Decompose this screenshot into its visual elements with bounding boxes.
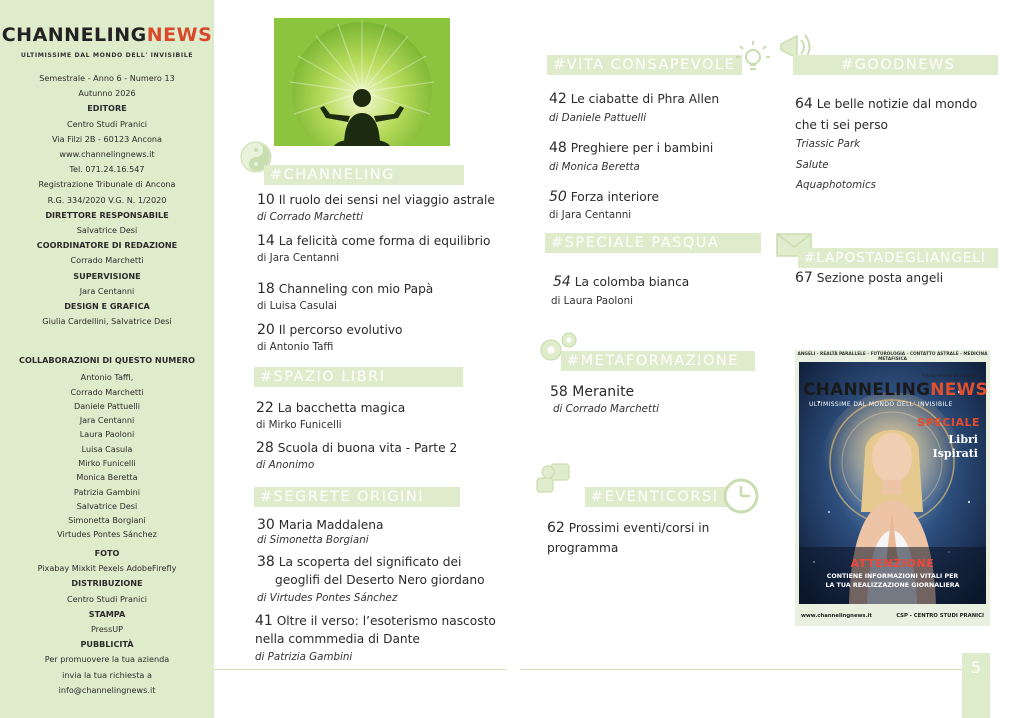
- masthead-line: Via Filzi 2B - 60123 Ancona: [51, 133, 163, 144]
- cover-footer: [795, 608, 990, 624]
- article-author: di Daniele Pattuelli: [549, 112, 647, 124]
- masthead-line: R.G. 334/2020 V.G. N. 1/2020: [47, 194, 167, 205]
- page-number: 10: [257, 192, 275, 208]
- page-number: 20: [257, 322, 275, 338]
- page-number: 58: [550, 384, 568, 400]
- collaborator-name: Patrizia Gambini: [73, 486, 141, 497]
- bottom-rule: [214, 669, 506, 670]
- collaborator-name: Mirko Funicelli: [78, 457, 136, 468]
- toc-entry[interactable]: [257, 517, 383, 548]
- article-title: Maria Maddalena: [278, 518, 384, 532]
- page-number: 64: [795, 96, 813, 112]
- article-title: Channeling con mio Papà: [278, 282, 434, 296]
- page-number-tab: 5: [962, 653, 990, 718]
- article-author: di Corrado Marchetti: [257, 211, 363, 223]
- hero-meditation-image: [274, 18, 450, 146]
- cover-special-label: SPECIALE: [917, 416, 980, 429]
- page-number: 22: [256, 400, 274, 416]
- section-banner-spazio-libri: #SPAZIO LIBRI: [254, 367, 463, 387]
- goodnews-subtopic[interactable]: Triassic Park: [796, 138, 861, 150]
- page-number: 62: [547, 520, 565, 536]
- cover-footer-publisher: CSP - CENTRO STUDI PRANICI: [896, 613, 984, 619]
- article-title: La scoperta del significato dei: [278, 555, 462, 569]
- toc-entry[interactable]: [553, 274, 689, 309]
- masthead-link[interactable]: www.channelingnews.it: [59, 149, 155, 160]
- collaborator-name: Simonetta Borgiani: [68, 515, 146, 526]
- article-title-continued: che ti sei perso: [795, 118, 888, 132]
- cover-headline: Libri Ispirati: [932, 433, 978, 460]
- toc-entry[interactable]: [795, 94, 977, 136]
- section-banner-vita-consapevole: #VITA CONSAPEVOLE: [547, 55, 742, 75]
- collaborator-name: Jara Centanni: [79, 415, 135, 426]
- article-author: di Mirko Funicelli: [256, 419, 342, 431]
- page-number: 30: [257, 517, 275, 533]
- section-banner-channeling: #CHANNELING: [264, 165, 464, 185]
- article-author: di Jara Centanni: [549, 209, 632, 221]
- article-title: Sezione posta angeli: [816, 271, 944, 285]
- article-author: di Simonetta Borgiani: [257, 534, 369, 546]
- section-banner-eventicorsi: #EVENTICORSI: [585, 487, 731, 507]
- credits-line: Pixabay Mixkit Pexels AdobeFirefly: [37, 563, 177, 574]
- masthead-line: Salvatrice Desi: [76, 225, 138, 236]
- article-title: La felicità come forma di equilibrio: [278, 234, 491, 248]
- article-title-continued: geoglifi del Deserto Nero giordano: [275, 573, 485, 587]
- page-number: 48: [549, 140, 567, 156]
- collaborator-name: Virtudes Pontes Sánchez: [57, 529, 157, 540]
- cover-issue-label: Rivista semestrale numero 13: [921, 373, 982, 378]
- page-number: 18: [257, 281, 275, 297]
- credits-line: Per promuovere la tua azienda: [44, 654, 170, 665]
- article-title: Forza interiore: [570, 190, 659, 204]
- article-title: Le belle notizie dal mondo: [816, 97, 978, 111]
- toc-entry[interactable]: [550, 384, 659, 417]
- section-banner-speciale-pasqua: #SPECIALE PASQUA: [545, 233, 761, 253]
- collaborator-name: Monica Beretta: [76, 472, 138, 483]
- credits-heading: DISTRIBUZIONE: [71, 578, 143, 589]
- page-number: 41: [255, 613, 273, 629]
- masthead-heading: COORDINATORE DI REDAZIONE: [36, 240, 178, 251]
- collaborator-name: Luisa Casula: [81, 443, 133, 454]
- cover-top-line: ANGELI - REALTÀ PARALLELE - FUTUROLOGIA - CONTATTO ASTRALE - MEDICINA METAFISICA: [797, 352, 988, 362]
- section-banner-segrete-origini: #SEGRETE ORIGINI: [254, 487, 460, 507]
- toc-entry[interactable]: [549, 91, 719, 126]
- masthead-line: Registrazione Tribunale di Ancona: [38, 179, 176, 190]
- toc-entry[interactable]: [549, 189, 659, 223]
- masthead-line: Semestrale - Anno 6 - Numero 13: [39, 73, 175, 83]
- bottom-rule: [520, 669, 962, 670]
- section-banner-lapostadegliangeli: #LAPOSTADEGLIANGELI: [798, 248, 998, 268]
- collaborator-name: Daniele Pattuelli: [73, 400, 141, 411]
- article-title: Oltre il verso: l’esoterismo nascosto: [276, 614, 496, 628]
- collaborators-heading: COLLABORAZIONI DI QUESTO NUMERO: [19, 355, 195, 365]
- article-author: di Laura Paoloni: [551, 295, 633, 307]
- article-title: La bacchetta magica: [277, 401, 406, 415]
- toc-entry[interactable]: [257, 233, 490, 266]
- credits-block: [0, 546, 214, 698]
- cover-attention: ATTENZIONE: [850, 557, 935, 570]
- masthead-line: Autunno 2026: [78, 88, 136, 99]
- article-author: di Luisa Casulai: [257, 300, 337, 312]
- article-author: di Antonio Taffi: [257, 341, 334, 353]
- article-title-continued: programma: [547, 541, 619, 555]
- masthead-heading: DESIGN E GRAFICA: [64, 301, 150, 312]
- page-number: 54: [553, 274, 571, 290]
- article-title: Le ciabatte di Phra Allen: [570, 92, 720, 106]
- collaborator-name: Salvatrice Desi: [76, 500, 138, 511]
- masthead-line: Centro Studi Pranici: [66, 118, 148, 129]
- masthead-info: [0, 71, 214, 329]
- article-author: di Jara Centanni: [257, 252, 340, 264]
- section-banner-metaformazione: #METAFORMAZIONE: [561, 351, 755, 371]
- article-title: Scuola di buona vita - Parte 2: [277, 441, 458, 455]
- collaborators-block: [0, 353, 214, 542]
- credits-email-link[interactable]: info@channelingnews.it: [58, 684, 156, 695]
- section-banner-goodnews: #GOODNEWS: [793, 55, 998, 75]
- page-number: 14: [257, 233, 275, 249]
- masthead-column: [0, 0, 214, 718]
- toc-entry[interactable]: [547, 518, 709, 558]
- masthead-heading: DIRETTORE RESPONSABILE: [45, 209, 169, 220]
- toc-entry[interactable]: [255, 612, 496, 665]
- masthead-heading: SUPERVISIONE: [73, 270, 141, 281]
- collaborator-name: Antonio Taffi,: [80, 372, 134, 383]
- cover-brand: CHANNELINGNEWS: [803, 380, 988, 400]
- article-author: di Anonimo: [256, 459, 315, 471]
- collaborator-name: Laura Paoloni: [79, 429, 135, 440]
- chat-bubbles-icon: [535, 460, 575, 498]
- article-title: Il ruolo dei sensi nel viaggio astrale: [278, 193, 495, 207]
- toc-entry[interactable]: [256, 440, 457, 473]
- article-author: di Patrizia Gambini: [255, 651, 353, 663]
- masthead-line: Giulia Cardellini, Salvatrice Desi: [42, 316, 172, 327]
- credits-heading: STAMPA: [88, 608, 126, 619]
- credits-line: Centro Studi Pranici: [66, 593, 148, 604]
- credits-line: invia la tua richiesta a: [62, 669, 152, 680]
- toc-entry[interactable]: [257, 322, 403, 355]
- toc-entry[interactable]: [795, 270, 943, 286]
- goodnews-subtopic[interactable]: Aquaphotomics: [796, 179, 877, 191]
- toc-entry[interactable]: [549, 140, 713, 175]
- article-author: di Virtudes Pontes Sánchez: [257, 592, 398, 604]
- toc-entry[interactable]: [257, 192, 495, 225]
- logo-title: CHANNELINGNEWS: [1, 24, 213, 46]
- page-number: 28: [256, 440, 274, 456]
- toc-entry[interactable]: [257, 281, 433, 314]
- cover-tagline: ULTIMISSIME DAL MONDO DELL' INVISIBILE: [809, 401, 953, 408]
- article-title: Preghiere per i bambini: [570, 141, 714, 155]
- masthead-heading: EDITORE: [87, 103, 127, 114]
- masthead-line: Corrado Marchetti: [70, 255, 144, 266]
- clock-icon: [722, 477, 760, 515]
- masthead-line: Jara Centanni: [79, 285, 135, 296]
- article-title-continued: nella commmedia di Dante: [255, 632, 420, 646]
- page-number: 67: [795, 270, 813, 286]
- article-title: Meranite: [572, 384, 635, 400]
- credits-heading: FOTO: [94, 548, 120, 558]
- page-number: 42: [549, 91, 567, 107]
- logo: [0, 24, 214, 63]
- lightbulb-icon: [734, 38, 772, 78]
- cover-warning: CONTIENE INFORMAZIONI VITALI PER LA TUA REALIZZAZIONE GIORNALIERA: [825, 573, 960, 589]
- article-author: di Monica Beretta: [549, 161, 640, 173]
- page-number: 50: [549, 189, 567, 205]
- credits-line: PressUP: [90, 624, 124, 635]
- collaborator-name: Corrado Marchetti: [70, 386, 144, 397]
- article-title: La colomba bianca: [574, 275, 690, 289]
- article-author: di Corrado Marchetti: [553, 403, 659, 415]
- goodnews-subtopic[interactable]: Salute: [796, 159, 829, 171]
- page-number: 38: [257, 554, 275, 570]
- credits-heading: PUBBLICITÀ: [80, 639, 134, 650]
- masthead-line: Tel. 071.24.16.547: [69, 164, 145, 175]
- article-title: Prossimi eventi/corsi in: [568, 521, 710, 535]
- article-title: Il percorso evolutivo: [278, 323, 403, 337]
- toc-entry[interactable]: [256, 400, 405, 433]
- magazine-cover[interactable]: [795, 350, 990, 626]
- cover-footer-url: www.channelingnews.it: [801, 613, 872, 619]
- logo-subtitle: ULTIMISSIME DAL MONDO DELL' INVISIBILE: [20, 52, 194, 59]
- toc-entry[interactable]: [257, 553, 485, 606]
